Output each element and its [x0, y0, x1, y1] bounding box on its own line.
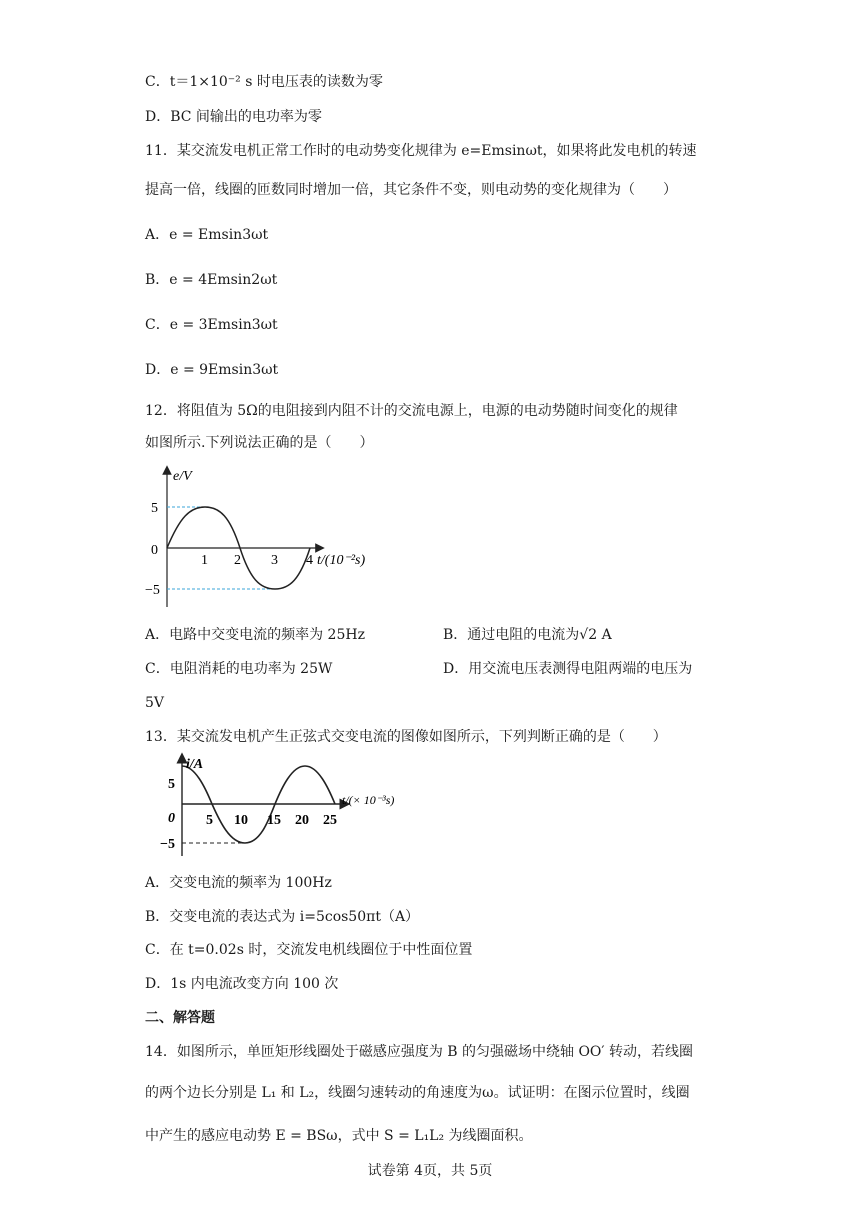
q12-option-d-line2: 5V — [145, 695, 165, 711]
q13-option-d: D．1s 内电流改变方向 100 次 — [145, 976, 339, 992]
q12-ytick-0: 0 — [151, 543, 158, 558]
q12-stem-line1: 12．将阻值为 5Ω的电阻接到内阻不计的交流电源上，电源的电动势随时间变化的规律 — [145, 403, 678, 419]
q12-xtick-2: 2 — [234, 553, 241, 568]
q13-ylabel: i/A — [186, 757, 204, 772]
q13-xtick-25: 25 — [323, 813, 337, 828]
q12-ytick-5: 5 — [151, 501, 158, 516]
q13-ytick-neg5: −5 — [160, 837, 175, 852]
q11-stem-line2: 提高一倍，线圈的匝数同时增加一倍，其它条件不变，则电动势的变化规律为（ ） — [145, 182, 677, 198]
q13-option-a: A．交变电流的频率为 100Hz — [145, 875, 332, 891]
q12-option-c: C．电阻消耗的电功率为 25W — [145, 661, 333, 677]
q12-emf-graph — [145, 462, 385, 612]
q14-line3: 中产生的感应电动势 E = BSω，式中 S = L₁L₂ 为线圈面积。 — [145, 1128, 533, 1144]
q13-ytick-0: 0 — [168, 811, 175, 826]
q13-option-c: C．在 t=0.02s 时，交流发电机线圈位于中性面位置 — [145, 942, 473, 958]
q13-xlabel: t/(× 10⁻³s) — [342, 793, 395, 807]
q11-option-d: D．e = 9Emsin3ωt — [145, 362, 279, 378]
q13-xtick-10: 10 — [234, 813, 248, 828]
page-footer: 试卷第 4页，共 5页 — [367, 1163, 493, 1179]
q12-ytick-neg5: −5 — [145, 583, 160, 598]
q13-option-b: B．交变电流的表达式为 i=5cos50πt（A） — [145, 909, 420, 925]
q14-line1: 14．如图所示，单匝矩形线圈处于磁感应强度为 B 的匀强磁场中绕轴 OO′ 转动，若线圈 — [145, 1044, 694, 1060]
q13-xtick-15: 15 — [267, 813, 281, 828]
q10-option-d: D．BC 间输出的电功率为零 — [145, 109, 322, 125]
q12-option-b: B．通过电阻的电流为√2 A — [443, 627, 612, 643]
q13-current-graph — [160, 752, 410, 860]
q13-stem: 13．某交流发电机产生正弦式交变电流的图像如图所示，下列判断正确的是（ ） — [145, 729, 667, 745]
q12-xtick-1: 1 — [201, 553, 208, 568]
q11-stem-line1: 11．某交流发电机正常工作时的电动势变化规律为 e=Emsinωt，如果将此发电机的转速 — [145, 143, 697, 159]
q12-ylabel: e/V — [173, 469, 192, 484]
q12-xlabel: t/(10⁻²s) — [317, 553, 366, 568]
q13-xtick-5: 5 — [206, 813, 213, 828]
q12-xtick-4: 4 — [306, 553, 313, 568]
q12-option-a: A．电路中交变电流的频率为 25Hz — [145, 627, 365, 643]
q11-option-a: A．e = Emsin3ωt — [145, 227, 269, 243]
q13-ytick-5: 5 — [168, 777, 175, 792]
q11-option-c: C．e = 3Emsin3ωt — [145, 317, 278, 333]
q12-xtick-3: 3 — [271, 553, 278, 568]
q12-option-d-line1: D．用交流电压表测得电阻两端的电压为 — [443, 661, 693, 677]
q12-stem-line2: 如图所示.下列说法正确的是（ ） — [145, 435, 374, 451]
q10-option-c: C．t＝1×10⁻² s 时电压表的读数为零 — [145, 74, 383, 90]
section-title: 二、解答题 — [145, 1010, 215, 1026]
q11-option-b: B．e = 4Emsin2ωt — [145, 272, 278, 288]
q13-xtick-20: 20 — [295, 813, 309, 828]
q14-line2: 的两个边长分别是 L₁ 和 L₂，线圈匀速转动的角速度为ω。试证明：在图示位置时，线圈 — [145, 1085, 690, 1101]
